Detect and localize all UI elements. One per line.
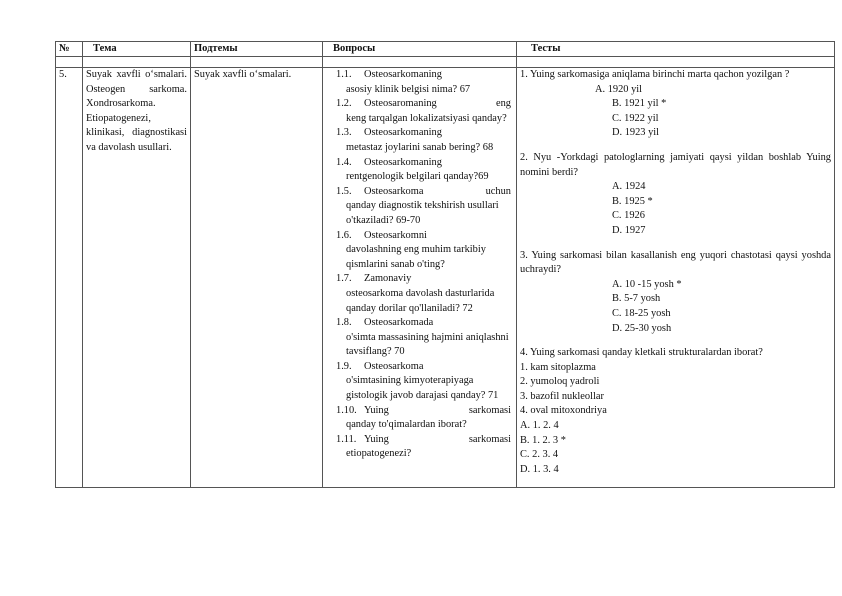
- question-text-first: Osteosarkomni: [364, 229, 427, 241]
- test-option: D. 1923 yil: [612, 127, 660, 139]
- question-text-first: Osteosarkomaning: [364, 127, 442, 139]
- questions-list: [326, 68, 513, 462]
- questions-cell: [323, 68, 517, 488]
- question-number: 1.9.: [336, 360, 352, 372]
- question-item: [326, 433, 513, 462]
- question-text-rest: qanday to'qimalardan iborat?: [346, 419, 467, 431]
- question-text-rest: o'simtasining kimyoterapiyaga gistologik javob darajasi qanday? 71: [346, 375, 499, 402]
- test-option: D. 1927: [612, 224, 646, 236]
- header-questions: Вопросы: [323, 42, 517, 57]
- test-statement: 3. bazofil nukleollar: [520, 390, 604, 402]
- question-number: 1.1.: [336, 69, 352, 80]
- test-block: [520, 151, 831, 239]
- question-item: [326, 360, 513, 404]
- header-num: №: [56, 42, 83, 57]
- question-number: 1.10.: [336, 404, 357, 416]
- question-text-rest: qanday diagnostik tekshirish usullari o'tkaziladi? 69-70: [346, 200, 499, 226]
- question-text-first: Zamonaviy: [364, 273, 412, 285]
- question-text-rest: o'simta massasining hajmini aniqlashni tavsiflang? 70: [346, 331, 509, 358]
- question-text-first: Osteosarkoma uchun: [364, 185, 511, 197]
- question-text-rest: etiopatogenezi?: [346, 448, 412, 460]
- question-text-first: Yuing sarkomasi: [364, 404, 511, 416]
- spacer-row: [56, 57, 835, 68]
- question-number: 1.4.: [336, 156, 352, 168]
- question-number: 1.7.: [336, 273, 352, 285]
- header-tests: Тесты: [517, 42, 835, 57]
- test-option: D. 1. 3. 4: [520, 463, 559, 475]
- topic-row: [56, 68, 835, 488]
- question-text-first: Yuing sarkomasi: [364, 433, 511, 445]
- test-question: 1. Yuing sarkomasiga aniqlama birinchi marta qachon yozilgan ?: [520, 69, 790, 80]
- question-item: [326, 97, 513, 126]
- test-option: C. 2. 3. 4: [520, 449, 559, 461]
- header-tema: Тема: [83, 42, 191, 57]
- question-item: [326, 272, 513, 316]
- test-option: C. 1926: [612, 210, 645, 222]
- question-item: [326, 316, 513, 360]
- test-option: C. 18-25 yosh: [612, 307, 671, 319]
- test-question: 3. Yuing sarkomasi bilan kasallanish eng yuqori chastotasi qaysi yoshda uchraydi?: [520, 249, 831, 276]
- question-item: [326, 156, 513, 185]
- question-text-first: Osteosarkomaning: [364, 156, 442, 168]
- row-num: 5.: [56, 68, 83, 488]
- question-text-rest: rentgenologik belgilari qanday?69: [346, 171, 489, 183]
- question-number: 1.5.: [336, 185, 352, 197]
- test-option: B. 5-7 yosh: [612, 293, 661, 305]
- test-statement: 1. kam sitoplazma: [520, 361, 596, 373]
- test-question: 4. Yuing sarkomasi qanday kletkali strukturalardan iborat?: [520, 347, 763, 359]
- question-text-first: Osteosarkoma: [364, 360, 424, 372]
- header-subtopic: Подтемы: [191, 42, 323, 57]
- question-number: 1.6.: [336, 229, 352, 241]
- test-option: B. 1921 yil *: [612, 98, 667, 110]
- test-option: A. 1. 2. 4: [520, 420, 559, 432]
- test-option: A. 10 -15 yosh *: [612, 278, 682, 290]
- curriculum-table: [55, 41, 835, 488]
- test-option: C. 1922 yil: [612, 112, 659, 124]
- row-tema: Suyak xavfli o‘smalari. Osteogen sarkoma. Xondrosarkoma. Etiopatogenezi, klinikasi, diagnostikasi va davolash usullari.: [83, 68, 191, 488]
- question-text-rest: davolashning eng muhim tarkibiy qismlarini sanab o'ting?: [346, 244, 486, 270]
- test-question: 2. Nyu -Yorkdagi patologlarning jamiyati qaysi yildan boshlab Yuing nomini berdi?: [520, 151, 831, 178]
- question-text-rest: osteosarkoma davolash dasturlarida qanday dorilar qo'llaniladi? 72: [346, 287, 495, 314]
- question-item: [326, 229, 513, 273]
- test-option: B. 1925 *: [612, 195, 653, 207]
- test-block: [520, 68, 831, 141]
- question-item: [326, 126, 513, 155]
- test-option: A. 1924: [612, 181, 646, 193]
- tests-list: [520, 68, 831, 477]
- row-subtopic: Suyak xavfli o‘smalari.: [191, 68, 323, 488]
- test-option: A. 1920 yil: [595, 83, 643, 95]
- question-item: [326, 185, 513, 229]
- question-text-first: Osteosarkomada: [364, 317, 434, 329]
- test-block: [520, 249, 831, 337]
- tests-cell: [517, 68, 835, 488]
- question-text-rest: asosiy klinik belgisi nima? 67: [346, 83, 471, 95]
- header-row: [56, 42, 835, 57]
- question-number: 1.3.: [336, 127, 352, 139]
- test-option: D. 25-30 yosh: [612, 322, 672, 334]
- test-statement: 4. oval mitoxondriya: [520, 405, 607, 417]
- question-item: [326, 68, 513, 97]
- question-number: 1.8.: [336, 317, 352, 329]
- question-text-first: Osteosaromaning eng: [364, 98, 511, 110]
- question-text-first: Osteosarkomaning: [364, 69, 442, 80]
- question-number: 1.2.: [336, 98, 352, 110]
- test-statement: 2. yumoloq yadroli: [520, 376, 600, 388]
- test-option: B. 1. 2. 3 *: [520, 434, 566, 446]
- test-block: [520, 346, 831, 477]
- question-text-rest: metastaz joylarini sanab bering? 68: [346, 141, 494, 153]
- question-text-rest: keng tarqalgan lokalizatsiyasi qanday?: [346, 112, 507, 124]
- question-item: [326, 404, 513, 433]
- question-number: 1.11.: [336, 433, 357, 445]
